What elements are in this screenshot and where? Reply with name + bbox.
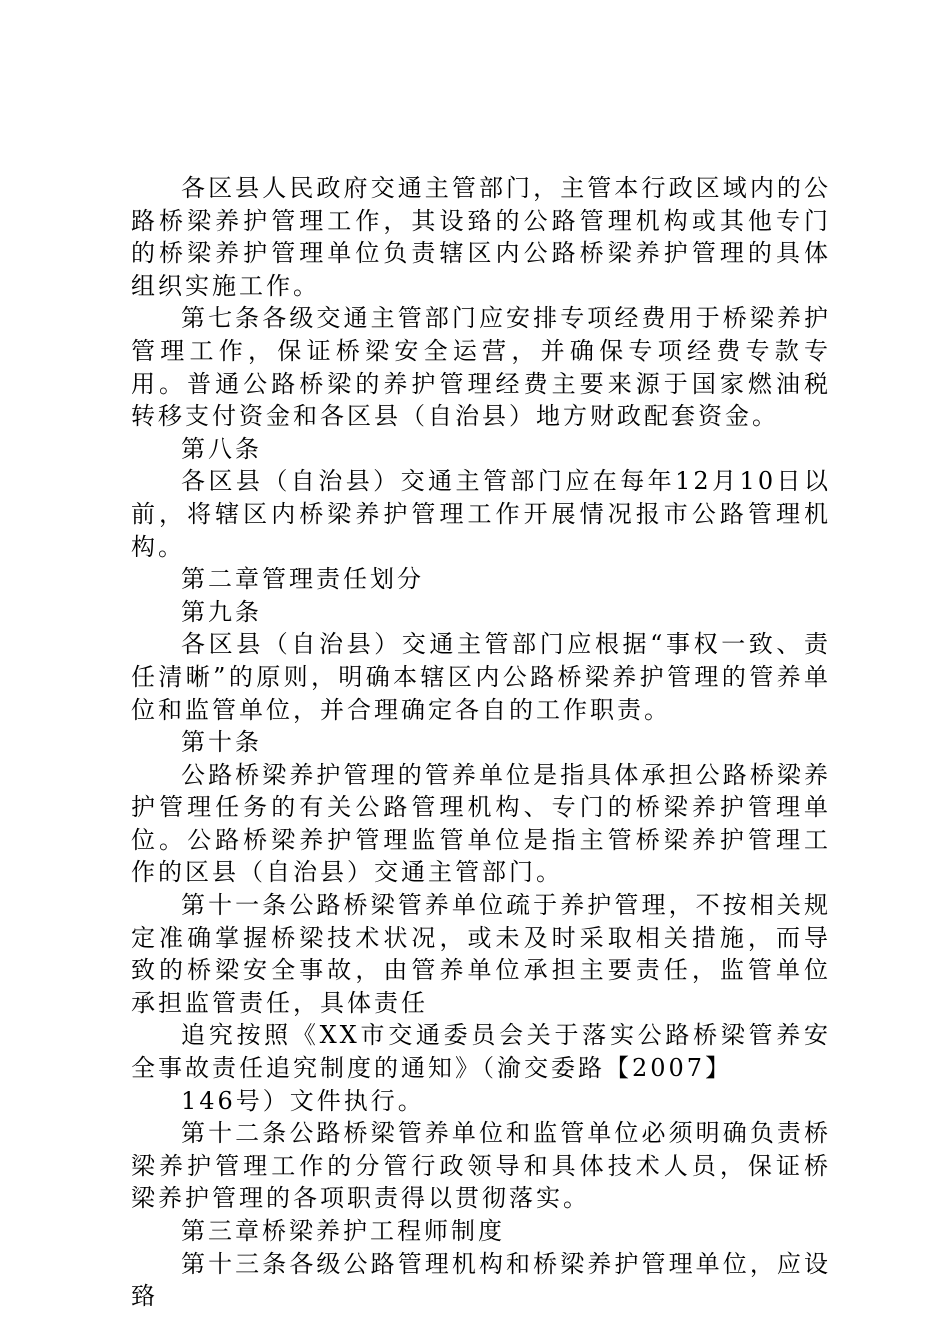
heading-article-8: 第八条 xyxy=(181,434,262,463)
paragraph-article-8-body: 各区县（自治县）交通主管部门应在每年12月10日以前，将辖区内桥梁养护管理工作开展情况报市公路管理机构。 xyxy=(131,467,831,561)
paragraph-article-13: 第十三条各级公路管理机构和桥梁养护管理单位，应设臵 xyxy=(131,1249,831,1311)
paragraph-article-11: 第十一条公路桥梁管养单位疏于养护管理，不按相关规定准确掌握桥梁技术状况，或未及时采取相关措施，而导致的桥梁安全事故，由管养单位承担主要责任，监管单位承担监管责任，具体责任 xyxy=(131,891,831,1017)
paragraph-article-11-continued: 追究按照《XX市交通委员会关于落实公路桥梁管养安全事故责任追究制度的通知》（渝交委路【2007】 xyxy=(131,1021,831,1083)
heading-article-9: 第九条 xyxy=(181,597,262,626)
document-body xyxy=(131,172,831,1313)
chapter-2-heading: 第二章管理责任划分 xyxy=(181,565,424,594)
paragraph-article-12: 第十二条公路桥梁管养单位和监管单位必须明确负责桥梁养护管理工作的分管行政领导和具体技术人员，保证桥梁养护管理的各项职责得以贯彻落实。 xyxy=(131,1119,831,1213)
paragraph-article-7: 第七条各级交通主管部门应安排专项经费用于桥梁养护管理工作，保证桥梁安全运营，并确保专项经费专款专用。普通公路桥梁的养护管理经费主要来源于国家燃油税转移支付资金和各区县（自治县）地方财政配套资金。 xyxy=(131,304,831,431)
paragraph-article-9-body: 各区县（自治县）交通主管部门应根据“事权一致、责任清晰”的原则，明确本辖区内公路桥梁养护管理的管养单位和监管单位，并合理确定各自的工作职责。 xyxy=(131,630,831,724)
heading-article-10: 第十条 xyxy=(181,728,262,757)
chapter-3-heading: 第三章桥梁养护工程师制度 xyxy=(181,1217,505,1245)
paragraph-article-11-document-number: 146号）文件执行。 xyxy=(181,1086,425,1115)
paragraph-1: 各区县人民政府交通主管部门，主管本行政区域内的公路桥梁养护管理工作，其设臵的公路管理机构或其他专门的桥梁养护管理单位负责辖区内公路桥梁养护管理的具体组织实施工作。 xyxy=(131,174,831,300)
paragraph-article-10-body: 公路桥梁养护管理的管养单位是指具体承担公路桥梁养护管理任务的有关公路管理机构、专门的桥梁养护管理单位。公路桥梁养护管理监管单位是指主管桥梁养护管理工作的区县（自治县）交通主管部门。 xyxy=(131,760,831,887)
